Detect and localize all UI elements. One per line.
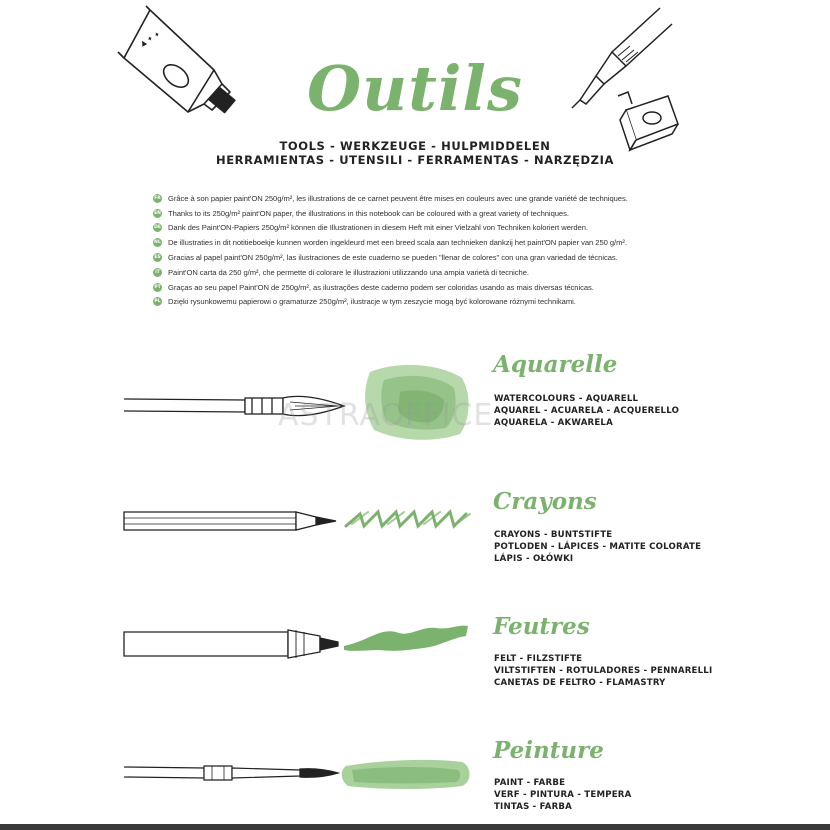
- translation-line: FELT - FILZSTIFTE: [494, 654, 583, 664]
- lang-text: Paint'ON carta da 250 g/m², che permette di colorare le illustrazioni utilizzando una ampia varietà di tecniche.: [168, 267, 529, 277]
- lang-badge: EN: [154, 210, 161, 216]
- lang-row-it: [153, 265, 713, 280]
- translation-line: TINTAS - FARBA: [494, 802, 572, 812]
- lang-badge: DE: [154, 225, 161, 231]
- pencil-icon: [124, 512, 336, 530]
- lang-text: Dzięki rysunkowemu papierowi o gramaturze 250g/m², ilustracje w tym zeszycie mogą być kolorowane różnymi technikami.: [168, 297, 576, 307]
- lang-badge: NL: [154, 240, 161, 246]
- translation-line: VILTSTIFTEN - ROTULADORES - PENNARELLI: [494, 666, 713, 676]
- tool-translations-crayons: [494, 529, 701, 565]
- lang-badge: PL: [154, 299, 161, 305]
- tool-name-peinture: Peinture: [493, 737, 604, 764]
- lang-row-fr: [153, 191, 713, 206]
- svg-text:▲ ✦ ✦: ▲ ✦ ✦: [139, 30, 162, 48]
- subtitle-line-2: HERRAMIENTAS - UTENSILI - FERRAMENTAS - NARZĘDZIA: [215, 153, 615, 167]
- watermark: ASTRAOFFICE: [278, 398, 494, 433]
- paint-swatch: [342, 760, 470, 789]
- lang-badge: PT: [154, 284, 161, 290]
- lang-row-es: [153, 250, 713, 265]
- lang-text: De illustraties in dit notitieboekje kunnen worden ingekleurd met een breed scala aan technieken dankzij het paint'ON papier van 250 g/m².: [168, 238, 627, 248]
- translation-line: CRAYONS - BUNTSTIFTE: [494, 530, 613, 540]
- translation-line: POTLODEN - LÁPICES - MATITE COLORATE: [494, 542, 702, 552]
- lang-row-en: [153, 206, 713, 221]
- translation-line: AQUARELA - AKWARELA: [494, 418, 613, 428]
- paint-brush-icon: [124, 766, 338, 780]
- language-descriptions: [153, 191, 713, 309]
- tool-name-feutres: Feutres: [493, 613, 590, 640]
- translation-line: WATERCOLOURS - AQUARELL: [494, 394, 639, 404]
- marker-icon: [124, 630, 338, 658]
- translation-line: LÁPIS - OŁÓWKI: [494, 554, 574, 564]
- lang-row-nl: [153, 235, 713, 250]
- tool-name-aquarelle: Aquarelle: [493, 351, 618, 378]
- translation-line: PAINT - FARBE: [494, 778, 566, 788]
- lang-text: Gracias al papel paint'ON 250g/m², las ilustraciones de este cuaderno se pueden "llenar de colores" con una gran variedad de técnicas.: [168, 253, 618, 263]
- tool-name-crayons: Crayons: [493, 488, 597, 515]
- tool-translations-peinture: [494, 777, 631, 813]
- tool-translations-feutres: [494, 653, 712, 689]
- subtitle-line-1: TOOLS - WERKZEUGE - HULPMIDDELEN: [279, 139, 551, 153]
- lang-badge: IT: [153, 268, 162, 277]
- page-title: Outils: [307, 52, 523, 125]
- lang-row-de: [153, 221, 713, 236]
- lang-badge: FR: [154, 195, 161, 201]
- translation-line: CANETAS DE FELTRO - FLAMASTRY: [494, 678, 666, 688]
- lang-row-pl: [153, 295, 713, 310]
- lang-text: Grâce à son papier paint'ON 250g/m², les illustrations de ce carnet peuvent être mises en couleurs avec une grande variété de techniques.: [168, 193, 628, 203]
- lang-text: Thanks to its 250g/m² paint'ON paper, the illustrations in this notebook can be coloured with a great variety of techniques.: [168, 208, 569, 218]
- lang-text: Dank des Paint'ON-Papiers 250g/m² können die Illustrationen in diesem Heft mit einer Vielzahl von Techniken koloriert werden.: [168, 223, 588, 233]
- translation-line: VERF - PINTURA - TEMPERA: [494, 790, 632, 800]
- bottom-bar: [0, 824, 830, 830]
- translation-line: AQUAREL - ACUARELA - ACQUERELLO: [494, 406, 680, 416]
- lang-text: Graças ao seu papel Paint'ON de 250g/m², as ilustrações deste caderno podem ser coloridas usando as mais diversas técnicas.: [168, 282, 594, 292]
- lang-row-pt: [153, 280, 713, 295]
- felt-swatch: [344, 626, 468, 651]
- tool-translations-aquarelle: [494, 393, 679, 429]
- lang-badge: ES: [154, 255, 161, 261]
- crayon-swatch: [346, 512, 470, 526]
